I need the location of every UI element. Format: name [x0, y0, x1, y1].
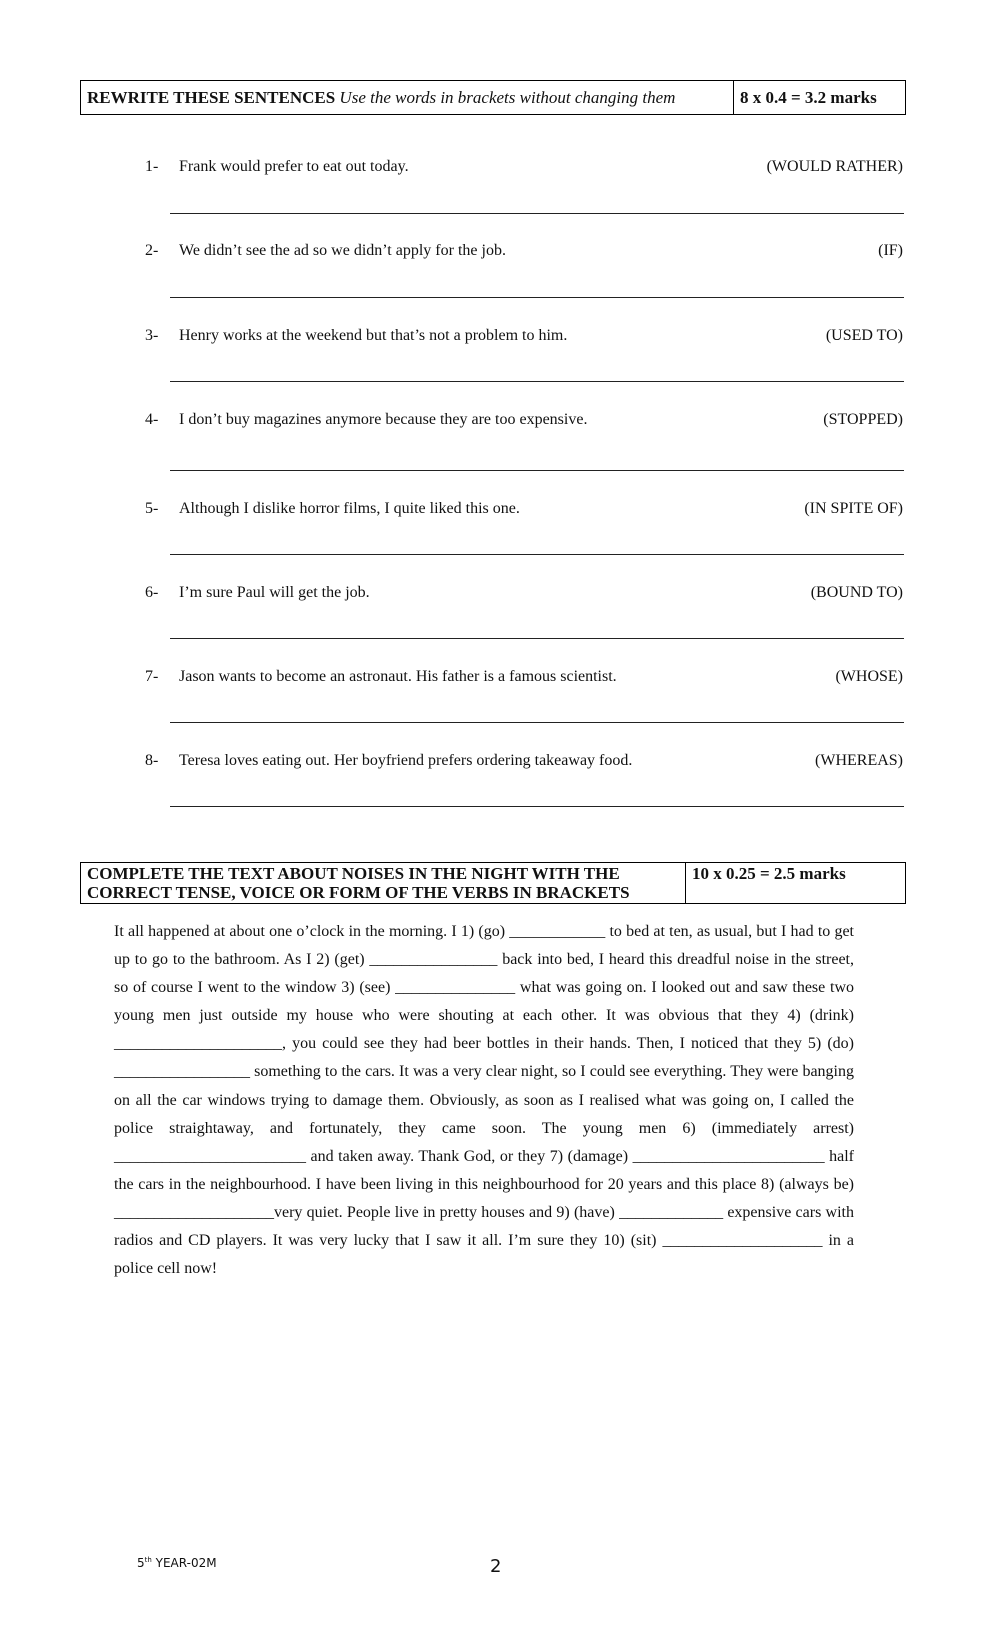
section1-marks: 8 x 0.4 = 3.2 marks: [733, 81, 905, 114]
item-sentence: Teresa loves eating out. Her boyfriend prefers ordering takeaway food.: [179, 752, 633, 769]
rewrite-item-3: [145, 324, 903, 348]
item-sentence: Henry works at the weekend but that’s not a problem to him.: [179, 327, 568, 344]
answer-line-6[interactable]: [170, 638, 904, 639]
section2-header: [80, 862, 906, 904]
item-number: 7-: [145, 668, 159, 685]
section1-title-cell: [81, 81, 733, 114]
answer-line-2[interactable]: [170, 297, 904, 298]
year-prefix: 5: [137, 1556, 145, 1570]
item-number: 3-: [145, 327, 159, 344]
answer-line-3[interactable]: [170, 381, 904, 382]
item-sentence: Jason wants to become an astronaut. His father is a famous scientist.: [179, 668, 617, 685]
page-number: 2: [490, 1556, 502, 1577]
answer-line-5[interactable]: [170, 554, 904, 555]
rewrite-item-5: [145, 497, 903, 521]
rewrite-item-8: [145, 749, 903, 773]
section2-title-cell: [81, 863, 685, 903]
gap-fill-passage: It all happened at about one o’clock in the morning. I 1) (go) ____________ to bed at ten, as usual, but I had to get up to go to the bathroom. As I 2) (get) ________________ back into bed, I heard this dreadful noise in the street, so of course I went to the window 3) (see) _______________ what was going on. I looked out and saw these two young men just outside my house who were shouting at each other. It was obvious that they 4) (drink) _____________________, you could see they had beer bottles in their hands. Then, I noticed that they 5) (do) _________________ something to the cars. It was a very clear night, so I could see everything. They were banging on all the car windows trying to damage them. Obviously, as soon as I realised what was going on, I called the police straightaway, and fortunately, they came soon. The young men 6) (immediately arrest) ________________________ and taken away. Thank God, or they 7) (damage) ________________________ half the cars in the neighbourhood. I have been living in this neighbourhood for 20 years and this place 8) (always be) ____________________very quiet. People live in pretty houses and 9) (have) _____________ expensive cars with radios and CD players. It was very lucky that I saw it all. I’m sure they 10) (sit) ____________________ in a police cell now!: [114, 923, 854, 1278]
item-keyword: (WHOSE): [835, 668, 903, 685]
footer-year-label: [137, 1556, 217, 1570]
year-suffix: YEAR-02M: [151, 1556, 217, 1570]
answer-line-7[interactable]: [170, 722, 904, 723]
item-number: 2-: [145, 242, 159, 259]
rewrite-item-7: [145, 665, 903, 689]
item-number: 4-: [145, 411, 159, 428]
item-keyword: (IN SPITE OF): [804, 500, 903, 517]
section1-header: [80, 80, 906, 115]
year-sup: th: [144, 1556, 152, 1564]
rewrite-item-1: [145, 155, 903, 179]
section2-title-line1: COMPLETE THE TEXT ABOUT NOISES IN THE NIGHT WITH THE: [87, 864, 620, 883]
item-number: 5-: [145, 500, 159, 517]
answer-line-1[interactable]: [170, 213, 904, 214]
answer-line-4[interactable]: [170, 470, 904, 471]
section1-title: REWRITE THESE SENTENCES: [87, 87, 336, 107]
item-sentence: I’m sure Paul will get the job.: [179, 584, 370, 601]
answer-line-8[interactable]: [170, 806, 904, 807]
item-keyword: (STOPPED): [823, 411, 903, 428]
item-keyword: (USED TO): [825, 327, 903, 344]
item-sentence: We didn’t see the ad so we didn’t apply for the job.: [179, 242, 506, 259]
item-sentence: I don’t buy magazines anymore because they are too expensive.: [179, 411, 588, 428]
rewrite-item-2: [145, 239, 903, 263]
item-number: 1-: [145, 158, 159, 175]
item-keyword: (WOULD RATHER): [766, 158, 903, 175]
item-keyword: (BOUND TO): [810, 584, 903, 601]
item-sentence: Although I dislike horror films, I quite liked this one.: [179, 500, 520, 517]
rewrite-item-4: [145, 408, 903, 432]
rewrite-item-6: [145, 581, 903, 605]
item-keyword: (IF): [878, 242, 903, 259]
item-keyword: (WHEREAS): [815, 752, 903, 769]
item-number: 6-: [145, 584, 159, 601]
section2-title-line2: CORRECT TENSE, VOICE OR FORM OF THE VERBS IN BRACKETS: [87, 883, 630, 902]
item-sentence: Frank would prefer to eat out today.: [179, 158, 409, 175]
section1-instruction: Use the words in brackets without changing them: [339, 87, 676, 107]
item-number: 8-: [145, 752, 159, 769]
section2-marks: 10 x 0.25 = 2.5 marks: [685, 863, 905, 903]
